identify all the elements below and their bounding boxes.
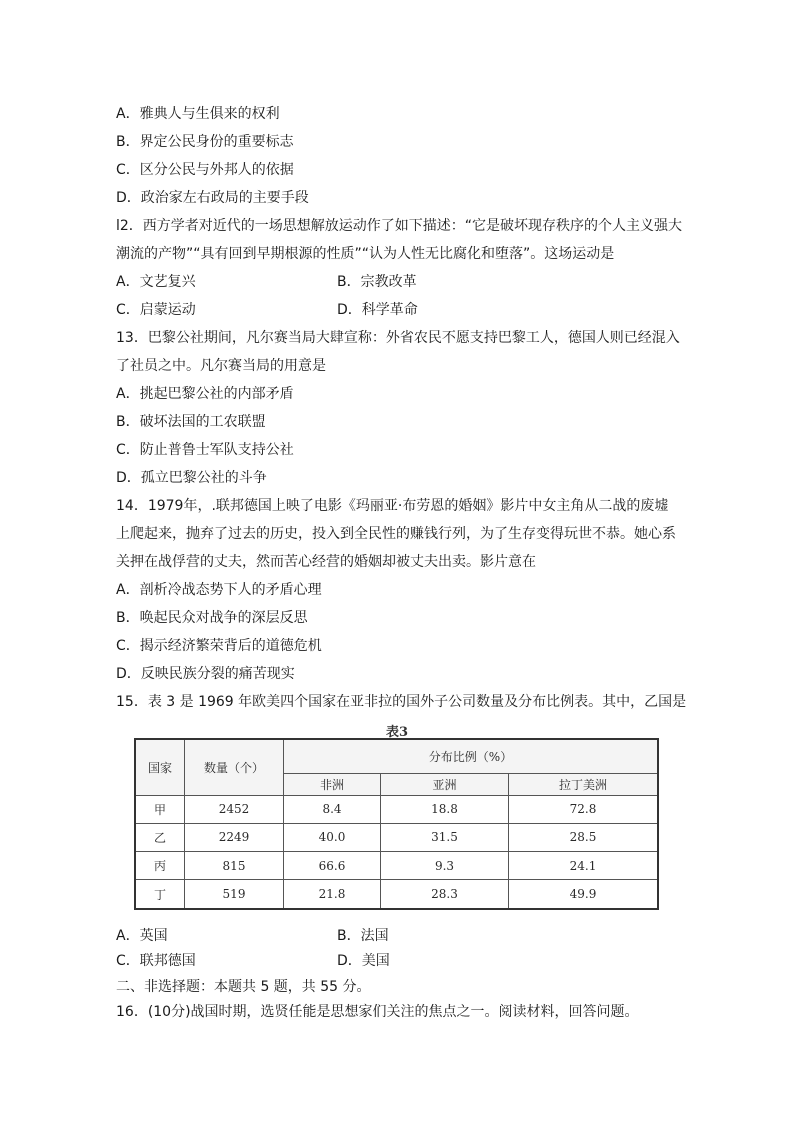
- q11-option-b: B．界定公民身份的重要标志: [116, 134, 294, 150]
- cell-asia: 9.3: [381, 852, 509, 880]
- q15-option-d: D．美国: [337, 953, 390, 969]
- table-row: [135, 823, 658, 851]
- cell-count: 2452: [185, 795, 284, 823]
- cell-asia: 28.3: [381, 880, 509, 909]
- cell-count: 2249: [185, 823, 284, 851]
- q16-stem: 16．(10分)战国时期，选贤任能是思想家们关注的焦点之一。阅读材料，回答问题。: [116, 1004, 639, 1020]
- cell-latin-america: 72.8: [509, 795, 659, 823]
- q14-option-a: A．剖析冷战态势下人的矛盾心理: [116, 582, 322, 598]
- q12-option-a: A．文艺复兴: [116, 274, 196, 290]
- table-row: [135, 880, 658, 909]
- cell-latin-america: 28.5: [509, 823, 659, 851]
- q15-option-c: C．联邦德国: [116, 953, 196, 969]
- q13-option-c: C．防止普鲁士军队支持公社: [116, 442, 294, 458]
- table-row: [135, 852, 658, 880]
- q12-stem-line1: l2．西方学者对近代的一场思想解放运动作了如下描述：“它是破坏现存秩序的个人主义强大: [116, 218, 683, 234]
- q11-option-d: D．政治家左右政局的主要手段: [116, 190, 309, 206]
- q12-stem-line2: 潮流的产物”“具有回到早期根源的性质”“认为人性无比腐化和堕落”。这场运动是: [116, 246, 615, 262]
- q12-option-c: C．启蒙运动: [116, 302, 196, 318]
- q13-option-a: A．挑起巴黎公社的内部矛盾: [116, 386, 294, 402]
- q12-option-b: B．宗教改革: [337, 274, 417, 290]
- table-row: [135, 795, 658, 823]
- cell-latin-america: 49.9: [509, 880, 659, 909]
- q13-stem-line2: 了社员之中。凡尔赛当局的用意是: [116, 358, 326, 374]
- cell-country: 丙: [135, 852, 185, 880]
- cell-africa: 66.6: [284, 852, 381, 880]
- q14-stem-line2: 上爬起来，抛弃了过去的历史，投入到全民性的赚钱行列，为了生存变得玩世不恭。她心系: [116, 526, 676, 542]
- cell-country: 丁: [135, 880, 185, 909]
- q11-option-c: C．区分公民与外邦人的依据: [116, 162, 294, 178]
- q13-stem-line1: 13．巴黎公社期间，凡尔赛当局大肆宣称：外省农民不愿支持巴黎工人，德国人则已经混入: [116, 330, 680, 346]
- q14-option-c: C．揭示经济繁荣背后的道德危机: [116, 638, 322, 654]
- q15-stem: 15．表 3 是 1969 年欧美四个国家在亚非拉的国外子公司数量及分布比例表。其中，乙国是: [116, 694, 687, 710]
- header-asia: 亚洲: [381, 773, 509, 795]
- cell-country: 甲: [135, 795, 185, 823]
- q12-option-d: D．科学革命: [337, 302, 418, 318]
- data-table: [134, 738, 659, 910]
- q13-option-d: D．孤立巴黎公社的斗争: [116, 470, 267, 486]
- q11-option-a: A．雅典人与生俱来的权利: [116, 106, 280, 122]
- q14-option-b: B．唤起民众对战争的深层反思: [116, 610, 308, 626]
- cell-country: 乙: [135, 823, 185, 851]
- q15-option-b: B．法国: [337, 928, 389, 944]
- q13-option-b: B．破坏法国的工农联盟: [116, 414, 266, 430]
- q15-option-a: A．英国: [116, 928, 168, 944]
- cell-count: 519: [185, 880, 284, 909]
- section-heading: 二、非选择题：本题共 5 题，共 55 分。: [116, 979, 371, 995]
- cell-africa: 40.0: [284, 823, 381, 851]
- q14-stem-line3: 关押在战俘营的丈夫，然而苦心经营的婚姻却被丈夫出卖。影片意在: [116, 554, 536, 570]
- header-country: 国家: [135, 739, 185, 795]
- cell-africa: 8.4: [284, 795, 381, 823]
- q14-option-d: D．反映民族分裂的痛苦现实: [116, 666, 295, 682]
- cell-asia: 31.5: [381, 823, 509, 851]
- cell-africa: 21.8: [284, 880, 381, 909]
- cell-count: 815: [185, 852, 284, 880]
- header-distribution: 分布比例（%）: [284, 739, 659, 773]
- table-caption: 表3: [385, 725, 409, 740]
- cell-latin-america: 24.1: [509, 852, 659, 880]
- cell-asia: 18.8: [381, 795, 509, 823]
- header-count: 数量（个）: [185, 739, 284, 795]
- q14-stem-line1: 14．1979年，.联邦德国上映了电影《玛丽亚·布劳恩的婚姻》影片中女主角从二战的废墟: [116, 498, 669, 514]
- header-latin-america: 拉丁美洲: [509, 773, 659, 795]
- header-africa: 非洲: [284, 773, 381, 795]
